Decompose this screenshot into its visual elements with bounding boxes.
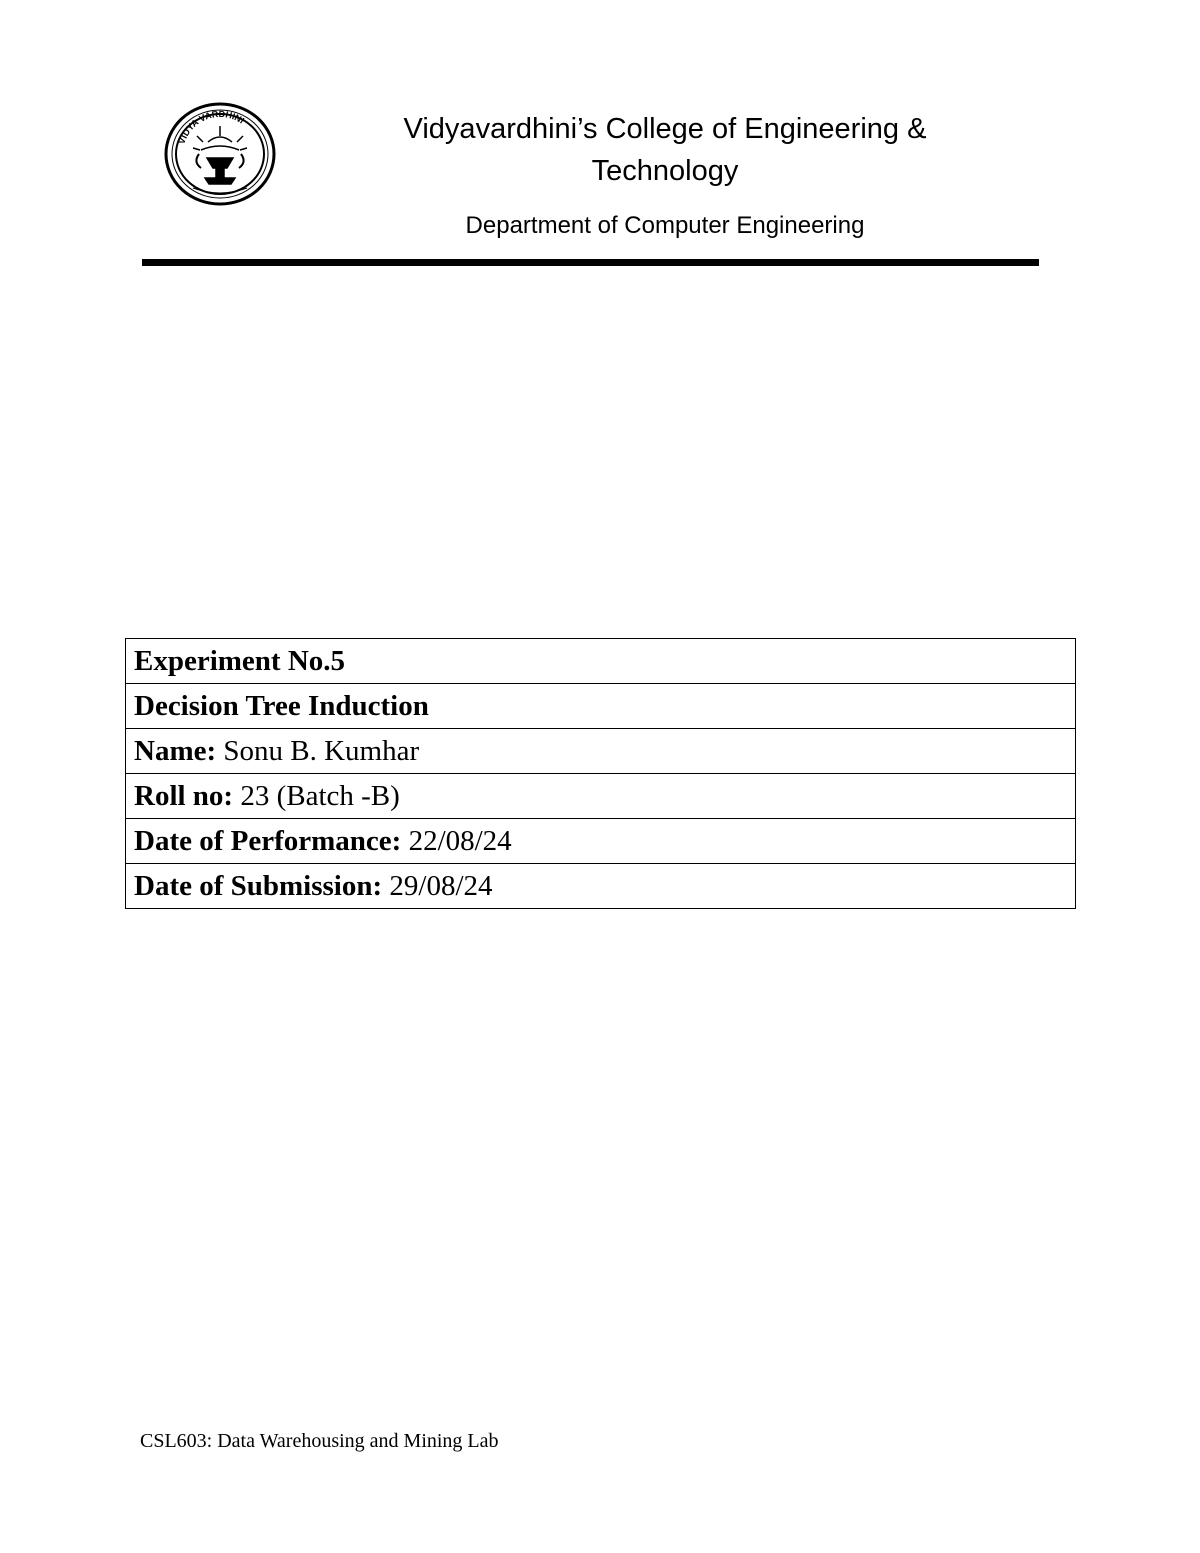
college-logo (163, 102, 277, 206)
name-label: Name: (134, 734, 217, 767)
college-name-line2: Technology (591, 155, 739, 187)
course-footer: CSL603: Data Warehousing and Mining Lab (140, 1430, 499, 1452)
table-row (126, 819, 1076, 864)
department-name: Department of Computer Engineering (465, 212, 865, 239)
college-name (330, 108, 1000, 192)
roll-cell (126, 774, 1076, 819)
performance-date-cell (126, 819, 1076, 864)
college-name-line1: Vidyavardhini’s College of Engineering & (403, 113, 927, 145)
submission-date-cell (126, 864, 1076, 909)
submission-date-label: Date of Submission: (134, 869, 383, 902)
svg-text:VIDYA VARDHINI: VIDYA VARDHINI (176, 108, 247, 146)
performance-date-label: Date of Performance: (134, 824, 402, 857)
performance-date-value: 22/08/24 (401, 824, 512, 857)
cover-info-table (125, 638, 1076, 909)
experiment-title-cell (126, 684, 1076, 729)
table-row (126, 684, 1076, 729)
table-row (126, 864, 1076, 909)
header-divider (142, 259, 1039, 266)
table-row (126, 729, 1076, 774)
roll-label: Roll no: (134, 779, 234, 812)
table-row (126, 639, 1076, 684)
name-value: Sonu B. Kumhar (216, 734, 420, 767)
name-cell (126, 729, 1076, 774)
experiment-title: Decision Tree Induction (134, 689, 429, 722)
roll-value: 23 (Batch -B) (233, 779, 400, 812)
table-row (126, 774, 1076, 819)
submission-date-value: 29/08/24 (382, 869, 493, 902)
college-seal-icon (163, 102, 277, 206)
experiment-number-cell (126, 639, 1076, 684)
experiment-number: Experiment No.5 (134, 644, 346, 677)
